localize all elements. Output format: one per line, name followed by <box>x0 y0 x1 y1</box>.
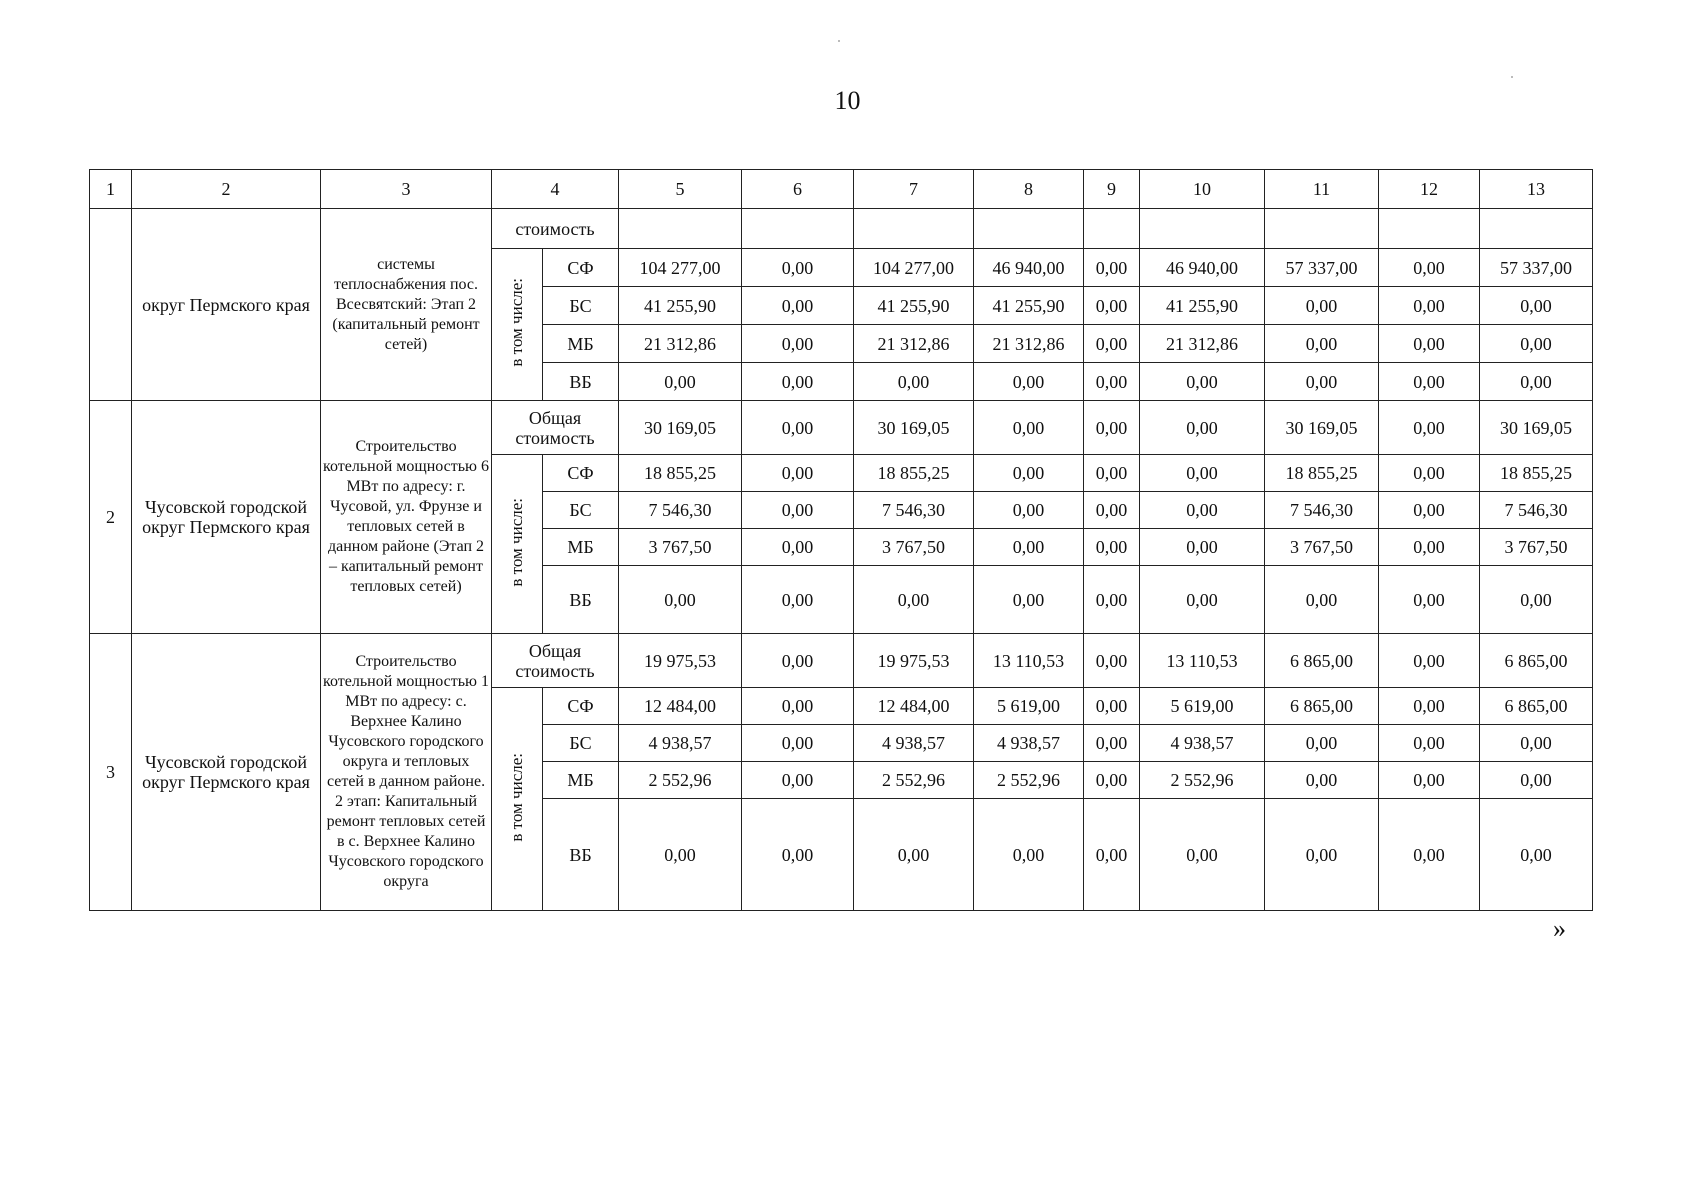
value-cell: 0,00 <box>742 725 854 762</box>
value-cell: 0,00 <box>1084 725 1140 762</box>
district-cell: Чусовской городской округ Пермского края <box>132 634 321 911</box>
funding-source-cell: СФ <box>543 249 619 287</box>
value-cell: 0,00 <box>1379 799 1480 911</box>
value-cell: 0,00 <box>742 325 854 363</box>
value-cell: 0,00 <box>619 363 742 401</box>
value-cell: 0,00 <box>1084 363 1140 401</box>
funding-source-cell: МБ <box>543 762 619 799</box>
column-number-cell: 7 <box>854 170 974 209</box>
column-number-cell: 2 <box>132 170 321 209</box>
description-cell: системы теплоснабжения пос. Всесвятский: Этап 2 (капитальный ремонт сетей) <box>321 209 492 401</box>
value-cell: 0,00 <box>1084 529 1140 566</box>
value-cell: 3 767,50 <box>1265 529 1379 566</box>
including-label: в том числе: <box>507 278 526 367</box>
row-number-cell: 2 <box>90 401 132 634</box>
total-label-cell: Общая стоимость <box>492 634 619 688</box>
value-cell: 0,00 <box>1480 325 1593 363</box>
value-cell: 7 546,30 <box>1480 492 1593 529</box>
value-cell: 0,00 <box>1265 725 1379 762</box>
value-cell: 0,00 <box>854 566 974 634</box>
value-cell: 18 855,25 <box>854 455 974 492</box>
value-cell <box>1140 209 1265 249</box>
value-cell: 18 855,25 <box>619 455 742 492</box>
value-cell: 30 169,05 <box>619 401 742 455</box>
scan-speck <box>838 40 840 42</box>
value-cell: 4 938,57 <box>619 725 742 762</box>
funding-source-cell: БС <box>543 287 619 325</box>
value-cell: 0,00 <box>1140 566 1265 634</box>
value-cell: 4 938,57 <box>854 725 974 762</box>
funding-source-cell: СФ <box>543 688 619 725</box>
value-cell: 0,00 <box>742 634 854 688</box>
value-cell: 41 255,90 <box>619 287 742 325</box>
value-cell: 0,00 <box>1379 492 1480 529</box>
column-number-cell: 11 <box>1265 170 1379 209</box>
value-cell: 0,00 <box>1084 566 1140 634</box>
value-cell: 0,00 <box>1265 363 1379 401</box>
value-cell: 19 975,53 <box>619 634 742 688</box>
value-cell: 0,00 <box>1480 287 1593 325</box>
column-number-cell: 5 <box>619 170 742 209</box>
value-cell: 5 619,00 <box>1140 688 1265 725</box>
value-cell: 2 552,96 <box>619 762 742 799</box>
value-cell: 0,00 <box>974 566 1084 634</box>
value-cell: 0,00 <box>619 566 742 634</box>
value-cell: 0,00 <box>974 492 1084 529</box>
funding-source-cell: ВБ <box>543 799 619 911</box>
funding-source-cell: МБ <box>543 325 619 363</box>
value-cell: 0,00 <box>1140 799 1265 911</box>
value-cell: 3 767,50 <box>854 529 974 566</box>
value-cell: 0,00 <box>1480 762 1593 799</box>
value-cell: 7 546,30 <box>619 492 742 529</box>
value-cell: 0,00 <box>1265 762 1379 799</box>
value-cell: 0,00 <box>1379 401 1480 455</box>
column-number-cell: 8 <box>974 170 1084 209</box>
value-cell: 0,00 <box>1140 492 1265 529</box>
district-cell: Чусовской городской округ Пермского края <box>132 401 321 634</box>
value-cell: 6 865,00 <box>1265 634 1379 688</box>
value-cell: 46 940,00 <box>974 249 1084 287</box>
value-cell: 30 169,05 <box>1480 401 1593 455</box>
value-cell: 0,00 <box>1265 566 1379 634</box>
funding-source-cell: БС <box>543 492 619 529</box>
value-cell: 2 552,96 <box>1140 762 1265 799</box>
value-cell: 41 255,90 <box>854 287 974 325</box>
value-cell: 3 767,50 <box>619 529 742 566</box>
value-cell: 0,00 <box>1379 249 1480 287</box>
value-cell: 0,00 <box>742 249 854 287</box>
value-cell: 0,00 <box>1084 492 1140 529</box>
value-cell: 18 855,25 <box>1480 455 1593 492</box>
column-number-cell: 4 <box>492 170 619 209</box>
value-cell: 0,00 <box>1140 363 1265 401</box>
value-cell: 4 938,57 <box>1140 725 1265 762</box>
value-cell: 0,00 <box>1379 325 1480 363</box>
value-cell <box>1480 209 1593 249</box>
including-label-cell <box>492 455 543 634</box>
column-number-cell: 6 <box>742 170 854 209</box>
value-cell: 0,00 <box>974 529 1084 566</box>
value-cell: 21 312,86 <box>619 325 742 363</box>
value-cell: 6 865,00 <box>1480 688 1593 725</box>
value-cell: 0,00 <box>974 363 1084 401</box>
value-cell: 0,00 <box>1140 401 1265 455</box>
value-cell: 0,00 <box>854 363 974 401</box>
value-cell: 0,00 <box>1140 455 1265 492</box>
scan-speck <box>1511 76 1513 78</box>
value-cell: 104 277,00 <box>854 249 974 287</box>
row-number-cell <box>90 209 132 401</box>
value-cell: 0,00 <box>1379 725 1480 762</box>
value-cell: 41 255,90 <box>1140 287 1265 325</box>
value-cell: 0,00 <box>1480 725 1593 762</box>
value-cell: 6 865,00 <box>1265 688 1379 725</box>
value-cell: 0,00 <box>1084 455 1140 492</box>
closing-quote: » <box>1553 914 1566 943</box>
value-cell: 0,00 <box>974 455 1084 492</box>
value-cell: 30 169,05 <box>1265 401 1379 455</box>
value-cell <box>742 209 854 249</box>
value-cell: 0,00 <box>974 401 1084 455</box>
value-cell: 0,00 <box>1140 529 1265 566</box>
value-cell: 0,00 <box>1379 762 1480 799</box>
value-cell: 0,00 <box>1379 287 1480 325</box>
value-cell: 19 975,53 <box>854 634 974 688</box>
value-cell: 3 767,50 <box>1480 529 1593 566</box>
value-cell: 0,00 <box>854 799 974 911</box>
funding-source-cell: ВБ <box>543 363 619 401</box>
value-cell: 0,00 <box>1379 688 1480 725</box>
description-cell: Строительство котельной мощностью 1 МВт по адресу: с. Верхнее Калино Чусовского городского округа и тепловых сетей в данном районе. 2 этап: Капитальный ремонт тепловых сетей в с. Верхнее Калино Чусовского городского округа <box>321 634 492 911</box>
value-cell: 0,00 <box>1379 455 1480 492</box>
including-label-cell <box>492 249 543 401</box>
description-cell: Строительство котельной мощностью 6 МВт по адресу: г. Чусовой, ул. Фрунзе и тепловых сетей в данном районе (Этап 2 – капитальный ремонт тепловых сетей) <box>321 401 492 634</box>
value-cell: 12 484,00 <box>619 688 742 725</box>
total-row <box>90 634 1593 688</box>
value-cell: 0,00 <box>1084 688 1140 725</box>
value-cell: 13 110,53 <box>1140 634 1265 688</box>
value-cell: 2 552,96 <box>854 762 974 799</box>
value-cell <box>854 209 974 249</box>
value-cell: 12 484,00 <box>854 688 974 725</box>
funding-source-cell: БС <box>543 725 619 762</box>
value-cell: 0,00 <box>1379 363 1480 401</box>
value-cell: 0,00 <box>1379 634 1480 688</box>
value-cell: 0,00 <box>1084 799 1140 911</box>
including-label: в том числе: <box>507 497 526 587</box>
page-number: 10 <box>834 86 861 115</box>
value-cell: 46 940,00 <box>1140 249 1265 287</box>
total-row <box>90 209 1593 249</box>
column-number-cell: 13 <box>1480 170 1593 209</box>
funding-source-cell: СФ <box>543 455 619 492</box>
column-number-row <box>90 170 1593 209</box>
financing-table <box>89 169 1593 911</box>
value-cell: 0,00 <box>1084 325 1140 363</box>
value-cell: 6 865,00 <box>1480 634 1593 688</box>
value-cell: 21 312,86 <box>1140 325 1265 363</box>
value-cell: 0,00 <box>1379 566 1480 634</box>
value-cell: 41 255,90 <box>974 287 1084 325</box>
value-cell: 0,00 <box>1084 287 1140 325</box>
including-label-cell <box>492 688 543 911</box>
value-cell <box>974 209 1084 249</box>
value-cell: 7 546,30 <box>854 492 974 529</box>
total-label-cell: Общая стоимость <box>492 401 619 455</box>
value-cell: 0,00 <box>742 688 854 725</box>
funding-source-cell: МБ <box>543 529 619 566</box>
value-cell: 4 938,57 <box>974 725 1084 762</box>
value-cell: 0,00 <box>1265 325 1379 363</box>
value-cell: 0,00 <box>742 401 854 455</box>
value-cell <box>1084 209 1140 249</box>
value-cell <box>1265 209 1379 249</box>
including-label: в том числе: <box>507 752 526 842</box>
value-cell: 0,00 <box>742 455 854 492</box>
value-cell: 0,00 <box>1480 799 1593 911</box>
value-cell: 0,00 <box>742 799 854 911</box>
value-cell: 0,00 <box>742 566 854 634</box>
value-cell: 13 110,53 <box>974 634 1084 688</box>
column-number-cell: 12 <box>1379 170 1480 209</box>
column-number-cell: 1 <box>90 170 132 209</box>
value-cell: 104 277,00 <box>619 249 742 287</box>
column-number-cell: 3 <box>321 170 492 209</box>
total-row <box>90 401 1593 455</box>
value-cell: 7 546,30 <box>1265 492 1379 529</box>
column-number-cell: 9 <box>1084 170 1140 209</box>
value-cell: 18 855,25 <box>1265 455 1379 492</box>
value-cell: 0,00 <box>742 287 854 325</box>
value-cell: 2 552,96 <box>974 762 1084 799</box>
column-number-cell: 10 <box>1140 170 1265 209</box>
value-cell <box>1379 209 1480 249</box>
value-cell: 0,00 <box>1480 363 1593 401</box>
value-cell: 0,00 <box>742 492 854 529</box>
value-cell: 0,00 <box>742 363 854 401</box>
value-cell: 0,00 <box>1265 287 1379 325</box>
value-cell <box>619 209 742 249</box>
value-cell: 57 337,00 <box>1480 249 1593 287</box>
value-cell: 0,00 <box>1265 799 1379 911</box>
value-cell: 0,00 <box>742 529 854 566</box>
value-cell: 0,00 <box>1084 762 1140 799</box>
value-cell: 0,00 <box>742 762 854 799</box>
value-cell: 0,00 <box>1084 634 1140 688</box>
district-cell: округ Пермского края <box>132 209 321 401</box>
value-cell: 0,00 <box>1084 401 1140 455</box>
value-cell: 5 619,00 <box>974 688 1084 725</box>
total-label-cell: стоимость <box>492 209 619 249</box>
value-cell: 0,00 <box>619 799 742 911</box>
funding-source-cell: ВБ <box>543 566 619 634</box>
value-cell: 21 312,86 <box>974 325 1084 363</box>
value-cell: 0,00 <box>974 799 1084 911</box>
value-cell: 0,00 <box>1084 249 1140 287</box>
value-cell: 21 312,86 <box>854 325 974 363</box>
row-number-cell: 3 <box>90 634 132 911</box>
value-cell: 57 337,00 <box>1265 249 1379 287</box>
value-cell: 0,00 <box>1379 529 1480 566</box>
value-cell: 30 169,05 <box>854 401 974 455</box>
value-cell: 0,00 <box>1480 566 1593 634</box>
